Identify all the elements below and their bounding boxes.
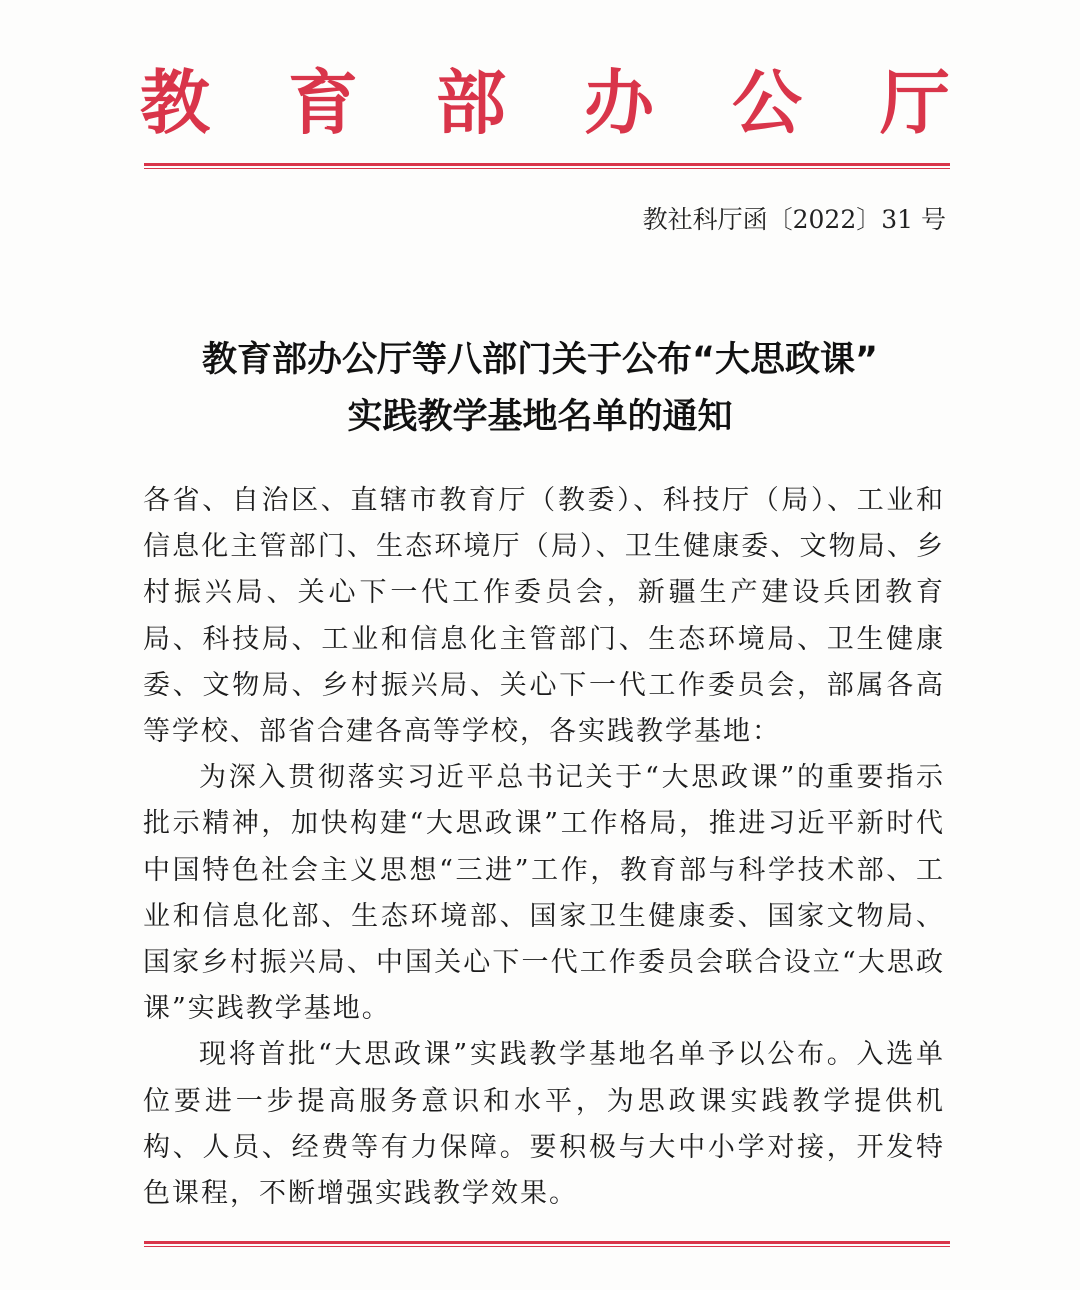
document-body [143,478,945,1217]
document-title-line-2: 实践教学基地名单的通知 [347,397,733,437]
masthead-char: 办 [584,61,654,144]
masthead [140,58,950,148]
body-paragraph: 现将首批“大思政课”实践教学基地名单予以公布。入选单位要进一步提高服务意识和水平，为思政课实践教学提供机构、人员、经费等有力保障。要积极与大中小学对接，开发特色课程，不断增强实践教学效果。 [143,1039,945,1210]
masthead-char: 公 [732,61,802,144]
footer-divider [144,1241,950,1247]
masthead-char: 育 [288,61,358,144]
document-number: 教社科厅函〔2022〕31 号 [642,205,946,234]
document-title-line-1: 教育部办公厅等八部门关于公布“大思政课” [201,340,878,380]
masthead-divider [144,163,950,169]
body-paragraph: 为深入贯彻落实习近平总书记关于“大思政课”的重要指示批示精神，加快构建“大思政课”工作格局，推进习近平新时代中国特色社会主义思想“三进”工作，教育部与科学技术部、工业和信息化部、生态环境部、国家卫生健康委、国家文物局、国家乡村振兴局、中国关心下一代工作委员会联合设立“大思政课”实践教学基地。 [143,762,945,1025]
masthead-char: 厅 [880,61,950,144]
addressee-paragraph: 各省、自治区、直辖市教育厅（教委）、科技厅（局）、工业和信息化主管部门、生态环境厅（局）、卫生健康委、文物局、乡村振兴局、关心下一代工作委员会，新疆生产建设兵团教育局、科技局、工业和信息化主管部门、生态环境局、卫生健康委、文物局、乡村振兴局、关心下一代工作委员会，部属各高等学校、部省合建各高等学校，各实践教学基地： [143,485,945,748]
masthead-char: 部 [436,61,506,144]
masthead-char: 教 [140,61,210,144]
